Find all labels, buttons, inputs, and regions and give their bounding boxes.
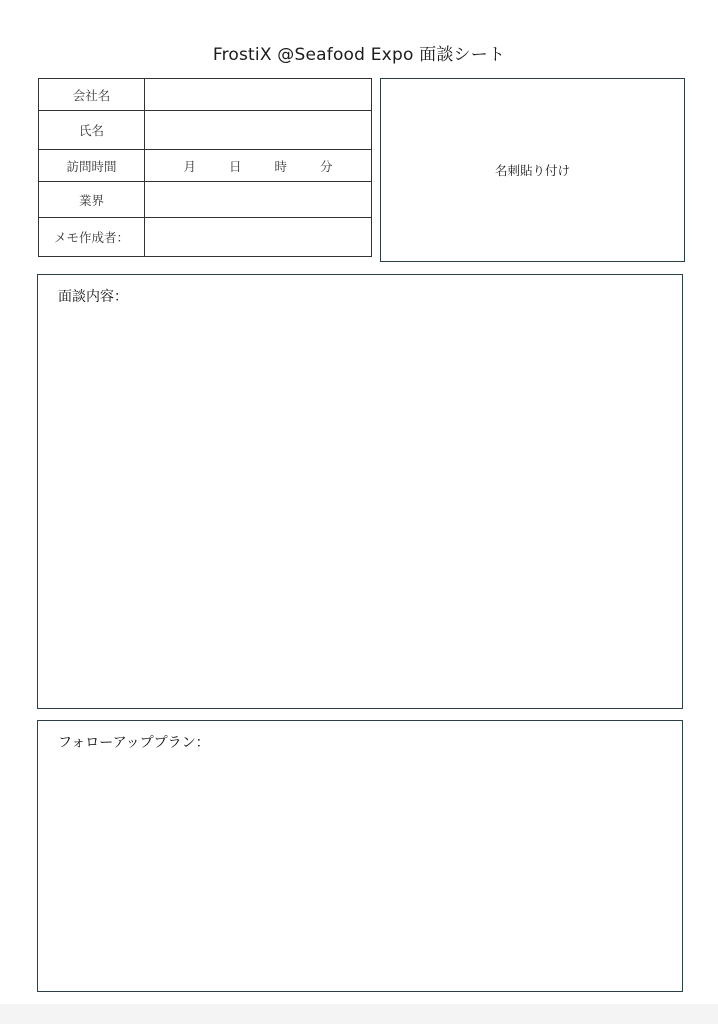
page-title: FrostiX @Seafood Expo 面談シート xyxy=(212,45,506,65)
followup-content-area[interactable] xyxy=(38,757,682,991)
business-card-area[interactable] xyxy=(380,78,685,262)
visit-time-label: 訪問時間 xyxy=(39,150,145,182)
hour-unit: 時 xyxy=(274,158,287,174)
minute-unit: 分 xyxy=(319,158,333,174)
memo-author-label: メモ作成者： xyxy=(39,218,145,257)
page-bottom-edge xyxy=(0,1004,718,1024)
table-row xyxy=(39,111,372,150)
company-name-field[interactable] xyxy=(145,79,372,111)
interview-content-area[interactable] xyxy=(38,311,682,708)
industry-field[interactable] xyxy=(145,182,372,218)
business-card-label: 名刺貼り付け xyxy=(494,163,570,178)
month-unit: 月 xyxy=(183,158,196,174)
table-row xyxy=(39,79,372,111)
industry-label: 業界 xyxy=(39,182,145,218)
followup-label: フォローアッププラン： xyxy=(58,735,210,751)
memo-author-field[interactable] xyxy=(145,218,372,257)
info-table xyxy=(38,78,372,257)
visit-datetime xyxy=(145,157,371,175)
followup-section xyxy=(37,720,683,992)
person-name-field[interactable] xyxy=(145,111,372,150)
company-name-label: 会社名 xyxy=(39,79,145,111)
table-row xyxy=(39,150,372,182)
table-row xyxy=(39,182,372,218)
visit-time-field[interactable] xyxy=(145,150,372,182)
person-name-label: 氏名 xyxy=(39,111,145,150)
interview-label: 面談内容： xyxy=(58,289,128,305)
table-row xyxy=(39,218,372,257)
day-unit: 日 xyxy=(228,158,242,174)
interview-section xyxy=(37,274,683,709)
